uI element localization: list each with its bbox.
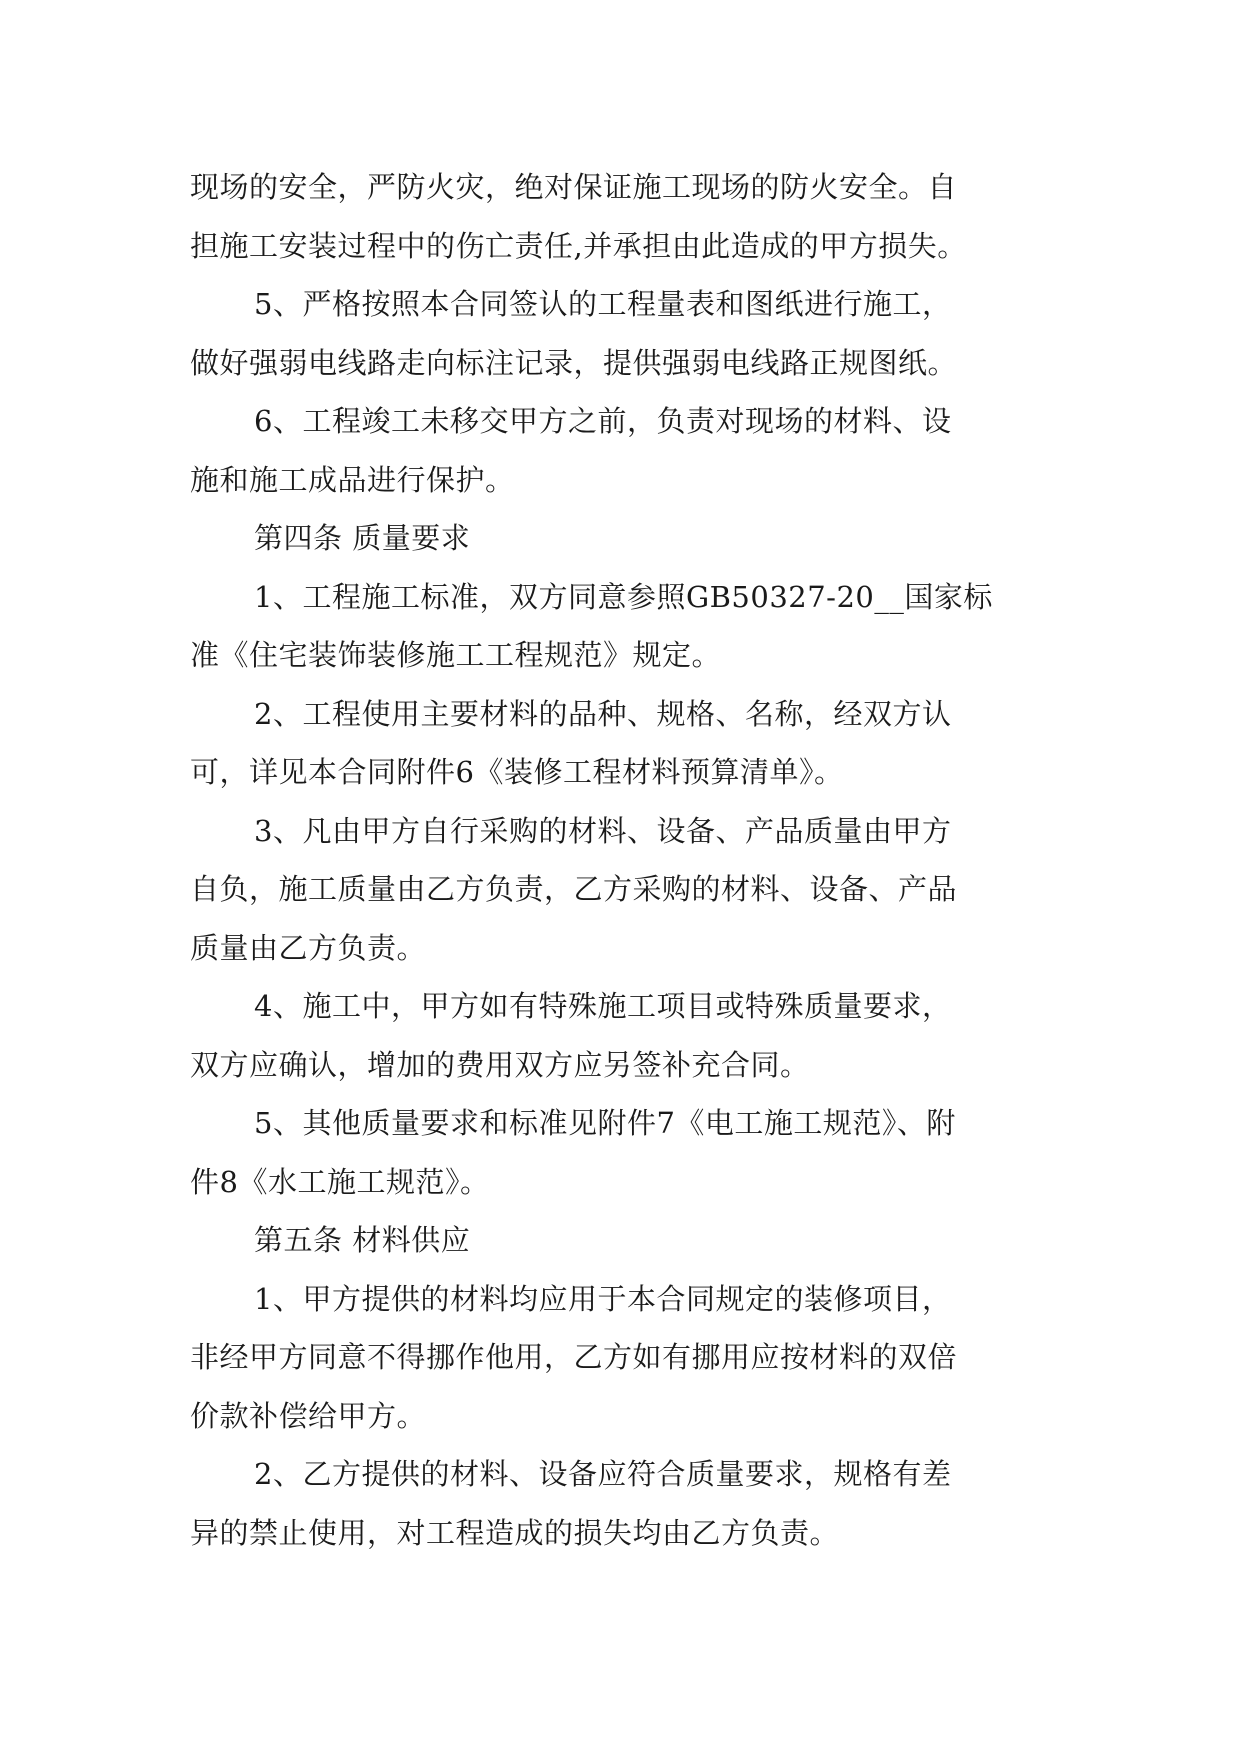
- text-line: 价款补偿给甲方。: [190, 1398, 427, 1433]
- text-line: 异的禁止使用，对工程造成的损失均由乙方负责。: [190, 1515, 840, 1550]
- text-line: 2、工程使用主要材料的品种、规格、名称，经双方认: [254, 696, 952, 731]
- text-line: 件8《水工施工规范》。: [190, 1164, 490, 1199]
- text-line: 2、乙方提供的材料、设备应符合质量要求，规格有差: [254, 1457, 952, 1491]
- text-line: 做好强弱电线路走向标注记录，提供强弱电线路正规图纸。: [190, 345, 958, 380]
- text-line: 4、施工中，甲方如有特殊施工项目或特殊质量要求，: [254, 989, 952, 1023]
- text-line: 5、其他质量要求和标准见附件7《电工施工规范》、附: [254, 1106, 956, 1140]
- text-line: 自负，施工质量由乙方负责，乙方采购的材料、设备、产品: [190, 872, 958, 906]
- text-line: 双方应确认，增加的费用双方应另签补充合同。: [190, 1047, 810, 1082]
- section-heading: 第四条 质量要求: [254, 521, 471, 555]
- text-line: 6、工程竣工未移交甲方之前，负责对现场的材料、设: [254, 404, 952, 438]
- text-line: 准《住宅装饰装修施工工程规范》规定。: [190, 638, 722, 672]
- text-line: 5、严格按照本合同签认的工程量表和图纸进行施工，: [254, 287, 952, 321]
- document-body: [190, 158, 1070, 1562]
- text-line: 质量由乙方负责。: [190, 930, 427, 965]
- section-heading: 第五条 材料供应: [254, 1223, 471, 1257]
- text-line: 1、甲方提供的材料均应用于本合同规定的装修项目，: [254, 1281, 952, 1316]
- text-line: 现场的安全，严防火灾，绝对保证施工现场的防火安全。自: [190, 170, 958, 204]
- text-line: 担施工安装过程中的伤亡责任,并承担由此造成的甲方损失。: [190, 228, 967, 263]
- text-line: 3、凡由甲方自行采购的材料、设备、产品质量由甲方: [254, 813, 952, 848]
- text-line: 施和施工成品进行保护。: [190, 462, 515, 497]
- text-line: 非经甲方同意不得挪作他用，乙方如有挪用应按材料的双倍: [190, 1340, 958, 1374]
- text-line: 1、工程施工标准，双方同意参照GB50327-20__国家标: [254, 579, 993, 614]
- text-line: 可，详见本合同附件6《装修工程材料预算清单》。: [190, 755, 844, 789]
